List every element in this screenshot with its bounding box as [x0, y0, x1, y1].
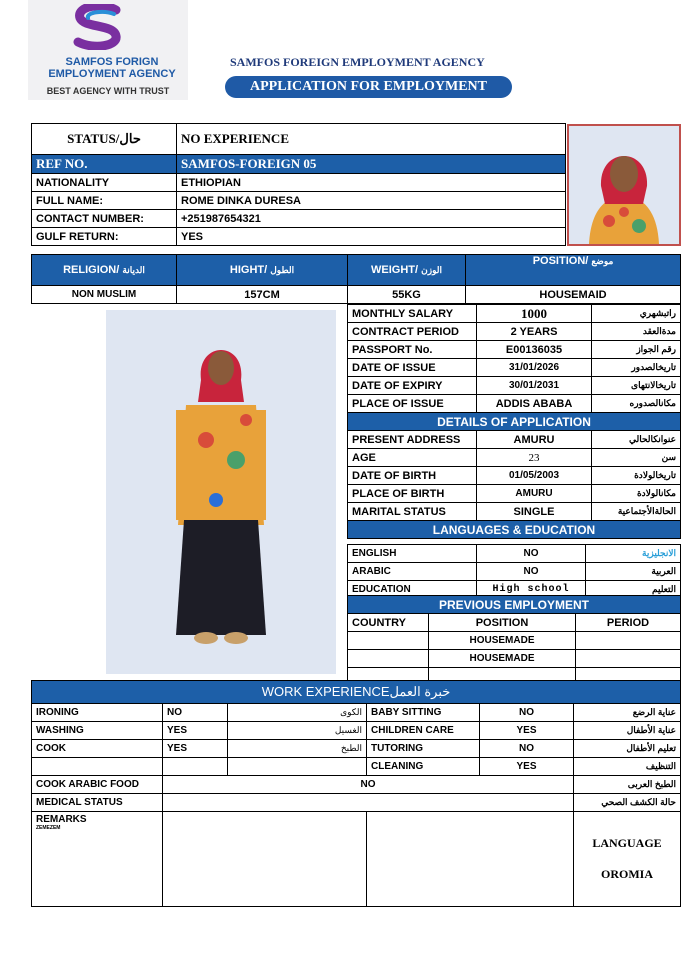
hight-header: HIGHT/ الطول [177, 255, 348, 286]
medical-value [163, 794, 574, 812]
status-value: NO EXPERIENCE [177, 124, 566, 155]
language-value: OROMIA [601, 867, 653, 881]
cook-arabic-value: NO [163, 776, 574, 794]
person-full-icon [106, 310, 336, 674]
remarks-sub: ZEMEZEM [36, 825, 61, 831]
position-value: HOUSEMAID [466, 286, 681, 304]
remarks-cell [32, 812, 163, 907]
previous-employment-table [347, 595, 681, 686]
language-row: ENGLISH NO الانجليزية [348, 545, 681, 563]
language-row: EDUCATION High school التعليم [348, 581, 681, 599]
cook-arabic-ar: الطبخ العربى [574, 776, 681, 794]
remarks-blank-1 [163, 812, 367, 907]
attributes-table [31, 254, 681, 304]
hight-value: 157CM [177, 286, 348, 304]
person-photo-icon [569, 126, 679, 244]
table-row: HOUSEMADE [348, 632, 681, 650]
details-row: MARITAL STATUS SINGLE الحالةالأجتماعية [348, 503, 681, 521]
languages-title: LANGUAGES & EDUCATION [348, 521, 681, 539]
col-period: PERIOD [576, 614, 681, 632]
contract-row: DATE OF EXPIRY 30/01/2031 تاريخالانتهاى [348, 377, 681, 395]
gulf-label: GULF RETURN: [32, 228, 177, 246]
religion-header: RELIGION/ الديانة [32, 255, 177, 286]
skill-row: WASHING YES الغسيل CHILDREN CARE YES عناية الأطفال [32, 722, 681, 740]
logo-text: SAMFOS FORIGN EMPLOYMENT AGENCY [48, 56, 176, 80]
weight-header: WEIGHT/ الوزن [348, 255, 466, 286]
col-country: COUNTRY [348, 614, 429, 632]
portrait-photo [567, 124, 681, 246]
skill-row: CLEANING YES التنظيف [32, 758, 681, 776]
details-row: AGE 23 سن [348, 449, 681, 467]
form-title: APPLICATION FOR EMPLOYMENT [225, 76, 512, 98]
details-row: PRESENT ADDRESS AMURU عنوانكالحالي [348, 431, 681, 449]
language-label: LANGUAGE [592, 836, 662, 850]
work-experience-title: WORK EXPERIENCEخبرة العمل [32, 681, 681, 704]
logo-s-icon [68, 4, 128, 50]
col-position: POSITION [429, 614, 576, 632]
details-row: DATE OF BIRTH 01/05/2003 تاريخالولادة [348, 467, 681, 485]
medical-ar: حالة الكشف الصحي [574, 794, 681, 812]
details-row: PLACE OF BIRTH AMURU مكانالولادة [348, 485, 681, 503]
table-row: HOUSEMADE [348, 650, 681, 668]
status-label: STATUS/حال [32, 124, 177, 155]
agency-name: SAMFOS FOREIGN EMPLOYMENT AGENCY [230, 55, 485, 69]
contract-row: PLACE OF ISSUE ADDIS ABABA مكانالصدوره [348, 395, 681, 413]
contact-value: +251987654321 [177, 210, 566, 228]
medical-label: MEDICAL STATUS [32, 794, 163, 812]
contract-row: CONTRACT PERIOD 2 YEARS مدةالعقد [348, 323, 681, 341]
contract-row: DATE OF ISSUE 31/01/2026 تاريخالصدور [348, 359, 681, 377]
previous-employment-title: PREVIOUS EMPLOYMENT [348, 596, 681, 614]
weight-value: 55KG [348, 286, 466, 304]
logo-tagline: BEST AGENCY WITH TRUST [46, 86, 170, 96]
ref-value: SAMFOS-FOREIGN 05 [177, 155, 566, 174]
gulf-value: YES [177, 228, 566, 246]
religion-value: NON MUSLIM [32, 286, 177, 304]
skill-row: COOK YES الطبخ TUTORING NO تعليم الأطفال [32, 740, 681, 758]
contract-row: PASSPORT No. E00136035 رقم الجواز [348, 341, 681, 359]
languages-table [347, 544, 681, 599]
skill-row: IRONING NO الكوى BABY SITTING NO عناية الرضع [32, 704, 681, 722]
ref-label: REF NO. [32, 155, 177, 174]
contract-row: MONTHLY SALARY 1000 راتبشهري [348, 305, 681, 323]
details-title: DETAILS OF APPLICATION [348, 413, 681, 431]
remarks-blank-2 [367, 812, 574, 907]
work-experience-table [31, 680, 681, 907]
full-body-photo [106, 310, 336, 674]
cook-arabic-label: COOK ARABIC FOOD [32, 776, 163, 794]
nationality-label: NATIONALITY [32, 174, 177, 192]
contact-label: CONTACT NUMBER: [32, 210, 177, 228]
language-row: ARABIC NO العربية [348, 563, 681, 581]
position-header: POSITION/ موضع [466, 255, 681, 286]
top-info-table [31, 123, 566, 246]
language-cell [574, 812, 681, 907]
nationality-value: ETHIOPIAN [177, 174, 566, 192]
contract-table [347, 304, 681, 539]
remarks-label: REMARKS [36, 814, 87, 825]
fullname-value: ROME DINKA DURESA [177, 192, 566, 210]
fullname-label: FULL NAME: [32, 192, 177, 210]
